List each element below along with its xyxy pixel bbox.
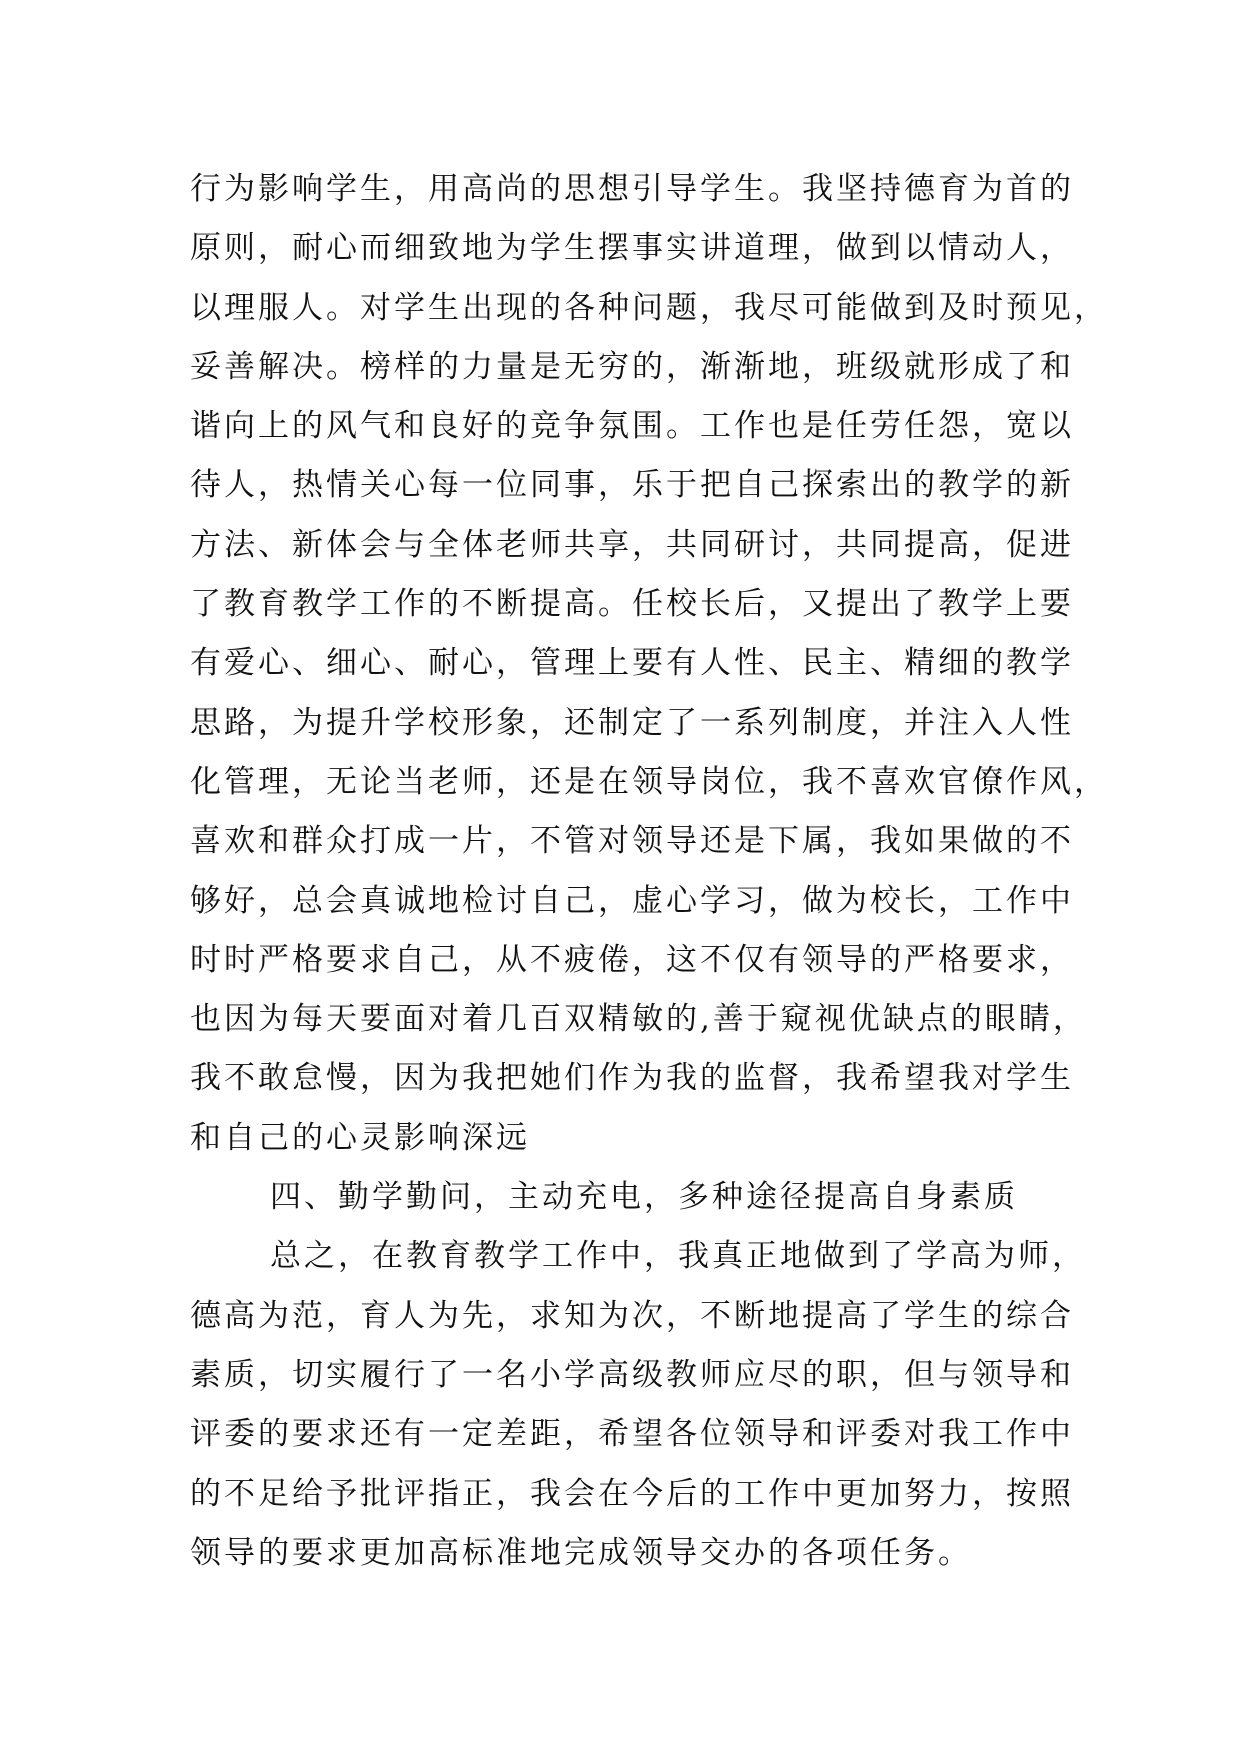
text-line: 够好，总会真诚地检讨自己，虚心学习，做为校长，工作中 (190, 882, 1074, 919)
text-line: 待人，热情关心每一位同事，乐于把自己探索出的教学的新 (190, 467, 1074, 504)
text-line: 领导的要求更加高标准地完成领导交办的各项任务。 (190, 1534, 972, 1571)
text-line: 思路，为提升学校形象，还制定了一系列制度，并注入人性 (190, 704, 1074, 741)
text-line: 时时严格要求自己，从不疲倦，这不仅有领导的严格要求， (190, 941, 1074, 978)
text-line: 德高为范，育人为先，求知为次，不断地提高了学生的综合 (190, 1297, 1074, 1334)
text-line: 有爱心、细心、耐心，管理上要有人性、民主、精细的教学 (190, 645, 1074, 682)
text-line: 方法、新体会与全体老师共享，共同研讨，共同提高，促进 (190, 526, 1074, 563)
text-line: 谐向上的风气和良好的竞争氛围。工作也是任劳任怨，宽以 (190, 408, 1074, 445)
text-line: 行为影响学生，用高尚的思想引导学生。我坚持德育为首的 (190, 171, 1074, 207)
text-line: 我不敢怠慢，因为我把她们作为我的监督，我希望我对学生 (190, 1060, 1074, 1097)
text-line: 以理服人。对学生出现的各种问题，我尽可能做到及时预见， (190, 289, 1108, 326)
text-line: 也因为每天要面对着几百双精敏的,善于窥视优缺点的眼睛， (190, 1001, 1087, 1038)
body-text (190, 160, 1108, 1583)
text-line: 评委的要求还有一定差距，希望各位领导和评委对我工作中 (190, 1416, 1074, 1453)
paragraph-first-line: 四、勤学勤问，主动充电，多种途径提高自身素质 (270, 1179, 1018, 1216)
text-line: 的不足给予批评指正，我会在今后的工作中更加努力，按照 (190, 1475, 1074, 1512)
text-line: 原则，耐心而细致地为学生摆事实讲道理，做到以情动人， (190, 230, 1074, 267)
text-line: 喜欢和群众打成一片，不管对领导还是下属，我如果做的不 (190, 823, 1074, 860)
text-line: 妥善解决。榜样的力量是无穷的，渐渐地，班级就形成了和 (190, 348, 1074, 385)
text-line: 和自己的心灵影响深远 (190, 1119, 530, 1156)
text-line: 化管理，无论当老师，还是在领导岗位，我不喜欢官僚作风， (190, 763, 1108, 800)
text-line: 素质，切实履行了一名小学高级教师应尽的职，但与领导和 (190, 1356, 1074, 1393)
paragraph-first-line: 总之，在教育教学工作中，我真正地做到了学高为师， (270, 1238, 1086, 1275)
text-line: 了教育教学工作的不断提高。任校长后，又提出了教学上要 (190, 586, 1074, 623)
